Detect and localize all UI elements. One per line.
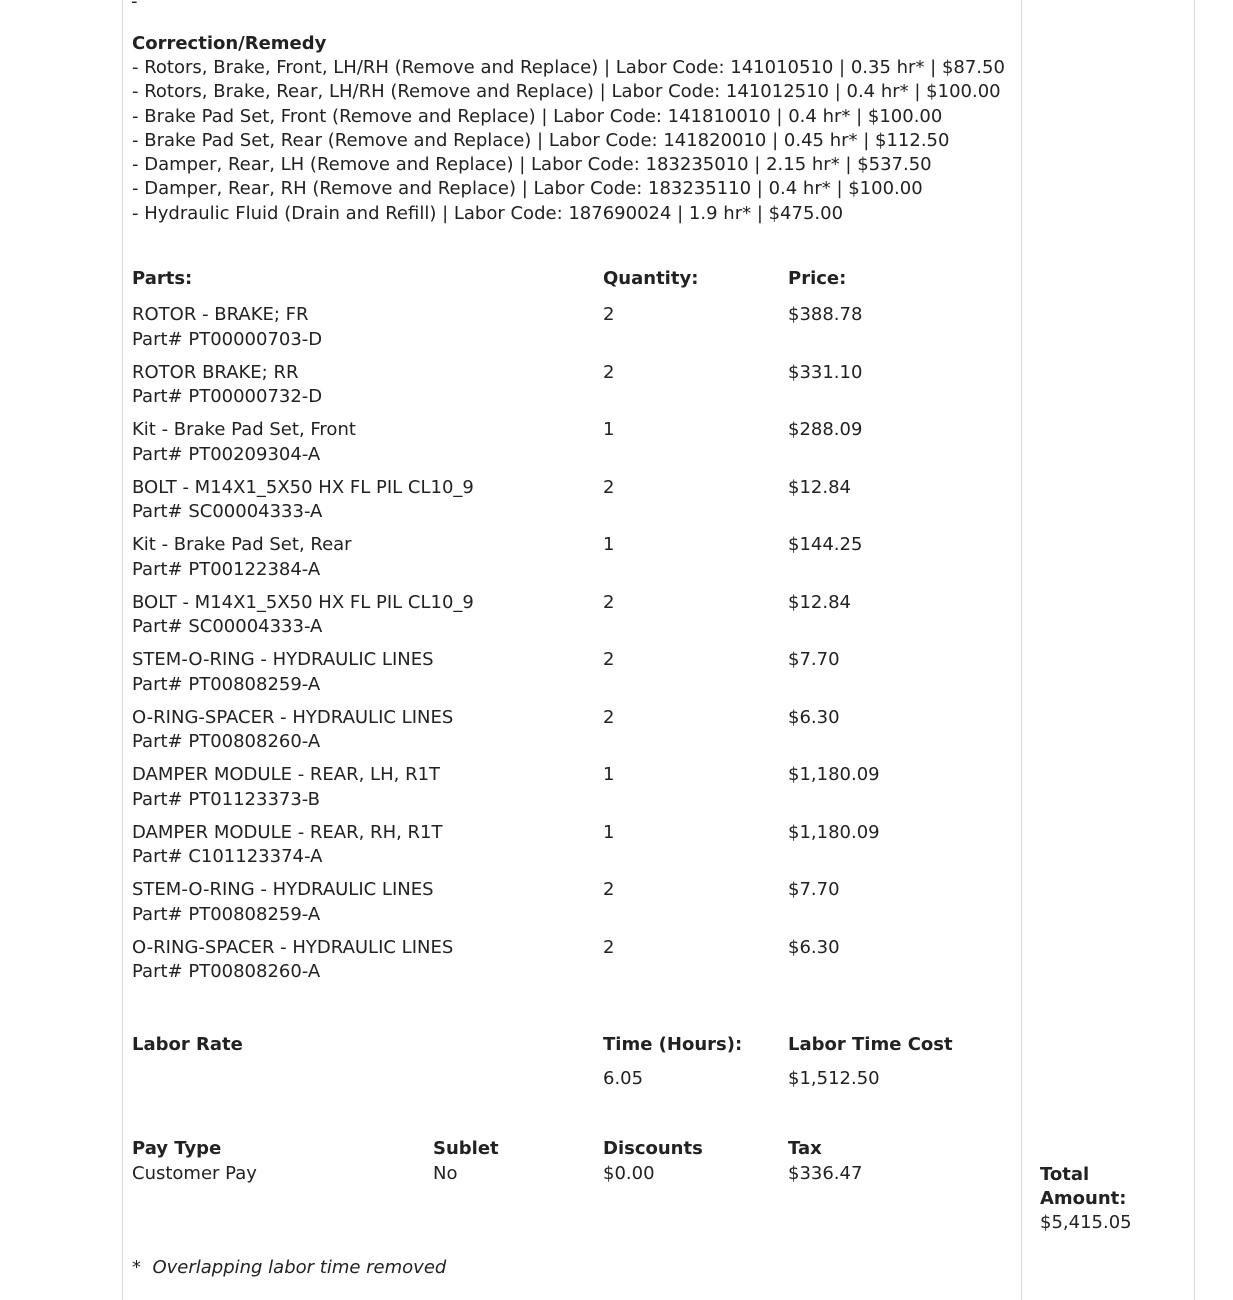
price-header: Price: xyxy=(788,268,847,289)
part-number: Part# PT00000732-D xyxy=(132,386,323,407)
total-amount-value: $5,415.05 xyxy=(1040,1212,1132,1233)
part-name: ROTOR BRAKE; RR xyxy=(132,361,299,383)
part-number: Part# PT00808259-A xyxy=(132,673,321,695)
labor-time-header: Time (Hours): xyxy=(603,1034,743,1055)
part-price: $388.78 xyxy=(788,304,863,325)
correction-line: - Hydraulic Fluid (Drain and Refill) | Labor Code: 187690024 | 1.9 hr* | $475.00 xyxy=(132,202,844,224)
parts-list xyxy=(132,303,1012,993)
correction-line: - Rotors, Brake, Front, LH/RH (Remove and Replace) | Labor Code: 141010510 | 0.35 hr* | $87.50 xyxy=(132,57,1005,78)
part-number: Part# PT01123373-B xyxy=(132,788,321,810)
part-price: $12.84 xyxy=(788,476,851,498)
part-row xyxy=(132,476,1012,534)
part-price: $1,180.09 xyxy=(788,821,880,843)
part-price: $7.70 xyxy=(788,879,840,900)
correction-remedy-heading: Correction/Remedy xyxy=(132,33,327,54)
part-name: BOLT - M14X1_5X50 HX FL PIL CL10_9 xyxy=(132,476,474,498)
part-quantity: 2 xyxy=(603,649,615,670)
part-row xyxy=(132,418,1012,476)
labor-time-value: 6.05 xyxy=(603,1068,644,1089)
left-border-line xyxy=(122,0,123,1300)
part-row xyxy=(132,821,1012,879)
part-row xyxy=(132,763,1012,821)
part-name: STEM-O-RING - HYDRAULIC LINES xyxy=(132,649,434,670)
part-quantity: 1 xyxy=(603,534,615,555)
part-price: $144.25 xyxy=(788,534,863,555)
part-row xyxy=(132,878,1012,936)
part-name: DAMPER MODULE - REAR, LH, R1T xyxy=(132,764,441,785)
middle-border-line xyxy=(1021,0,1022,1300)
part-row xyxy=(132,533,1012,591)
part-row xyxy=(132,303,1012,361)
part-name: ROTOR - BRAKE; FR xyxy=(132,304,309,325)
part-name: O-RING-SPACER - HYDRAULIC LINES xyxy=(132,706,454,728)
part-price: $288.09 xyxy=(788,419,863,440)
part-row xyxy=(132,591,1012,649)
part-price: $6.30 xyxy=(788,936,840,958)
correction-remedy-section xyxy=(132,32,1005,226)
sublet-value: No xyxy=(433,1163,458,1184)
part-quantity: 1 xyxy=(603,821,615,843)
part-price: $6.30 xyxy=(788,706,840,728)
part-number: Part# C101123374-A xyxy=(132,846,323,867)
part-row xyxy=(132,936,1012,994)
part-number: Part# SC00004333-A xyxy=(132,616,323,637)
part-quantity: 1 xyxy=(603,419,615,440)
discounts-header: Discounts xyxy=(603,1138,703,1159)
labor-cost-header: Labor Time Cost xyxy=(788,1034,953,1055)
part-quantity: 2 xyxy=(603,591,615,613)
correction-line: - Damper, Rear, RH (Remove and Replace) | Labor Code: 183235110 | 0.4 hr* | $100.00 xyxy=(132,178,923,200)
part-name: O-RING-SPACER - HYDRAULIC LINES xyxy=(132,936,454,958)
part-number: Part# PT00000703-D xyxy=(132,328,323,350)
pay-type-value: Customer Pay xyxy=(132,1163,257,1184)
tax-value: $336.47 xyxy=(788,1163,863,1184)
part-number: Part# PT00808259-A xyxy=(132,903,321,925)
part-quantity: 1 xyxy=(603,764,615,785)
sublet-header: Sublet xyxy=(433,1138,499,1159)
tax-header: Tax xyxy=(788,1138,822,1159)
part-name: BOLT - M14X1_5X50 HX FL PIL CL10_9 xyxy=(132,591,474,613)
part-number: Part# SC00004333-A xyxy=(132,501,323,522)
part-price: $1,180.09 xyxy=(788,764,880,785)
part-quantity: 2 xyxy=(603,936,615,958)
part-number: Part# PT00808260-A xyxy=(132,961,321,982)
part-name: DAMPER MODULE - REAR, RH, R1T xyxy=(132,821,443,843)
part-quantity: 2 xyxy=(603,476,615,498)
part-row xyxy=(132,648,1012,706)
quantity-header: Quantity: xyxy=(603,268,699,289)
correction-line: - Rotors, Brake, Rear, LH/RH (Remove and Replace) | Labor Code: 141012510 | 0.4 hr* | $100.00 xyxy=(132,81,1001,103)
part-quantity: 2 xyxy=(603,361,615,383)
part-number: Part# PT00122384-A xyxy=(132,558,321,580)
total-amount-label: Total Amount: xyxy=(1040,1164,1127,1209)
part-number: Part# PT00808260-A xyxy=(132,731,321,752)
part-name: Kit - Brake Pad Set, Rear xyxy=(132,534,352,555)
labor-cost-value: $1,512.50 xyxy=(788,1068,880,1089)
part-row xyxy=(132,706,1012,764)
part-price: $7.70 xyxy=(788,649,840,670)
part-name: STEM-O-RING - HYDRAULIC LINES xyxy=(132,879,434,900)
top-dash-mark: - xyxy=(131,0,138,12)
parts-header: Parts: xyxy=(132,268,193,289)
part-quantity: 2 xyxy=(603,706,615,728)
pay-type-header: Pay Type xyxy=(132,1138,222,1159)
part-quantity: 2 xyxy=(603,304,615,325)
part-quantity: 2 xyxy=(603,879,615,900)
correction-line: - Damper, Rear, LH (Remove and Replace) | Labor Code: 183235010 | 2.15 hr* | $537.50 xyxy=(132,154,932,176)
discounts-value: $0.00 xyxy=(603,1163,655,1184)
part-name: Kit - Brake Pad Set, Front xyxy=(132,419,356,440)
labor-rate-header: Labor Rate xyxy=(132,1034,243,1055)
correction-line: - Brake Pad Set, Rear (Remove and Replace) | Labor Code: 141820010 | 0.45 hr* | $112.50 xyxy=(132,129,950,151)
correction-line: - Brake Pad Set, Front (Remove and Replace) | Labor Code: 141810010 | 0.4 hr* | $100.00 xyxy=(132,105,943,127)
part-number: Part# PT00209304-A xyxy=(132,443,321,465)
right-border-line xyxy=(1194,0,1195,1300)
part-row xyxy=(132,361,1012,419)
part-price: $12.84 xyxy=(788,591,851,613)
part-price: $331.10 xyxy=(788,361,863,383)
footnote: * Overlapping labor time removed xyxy=(132,1257,447,1278)
